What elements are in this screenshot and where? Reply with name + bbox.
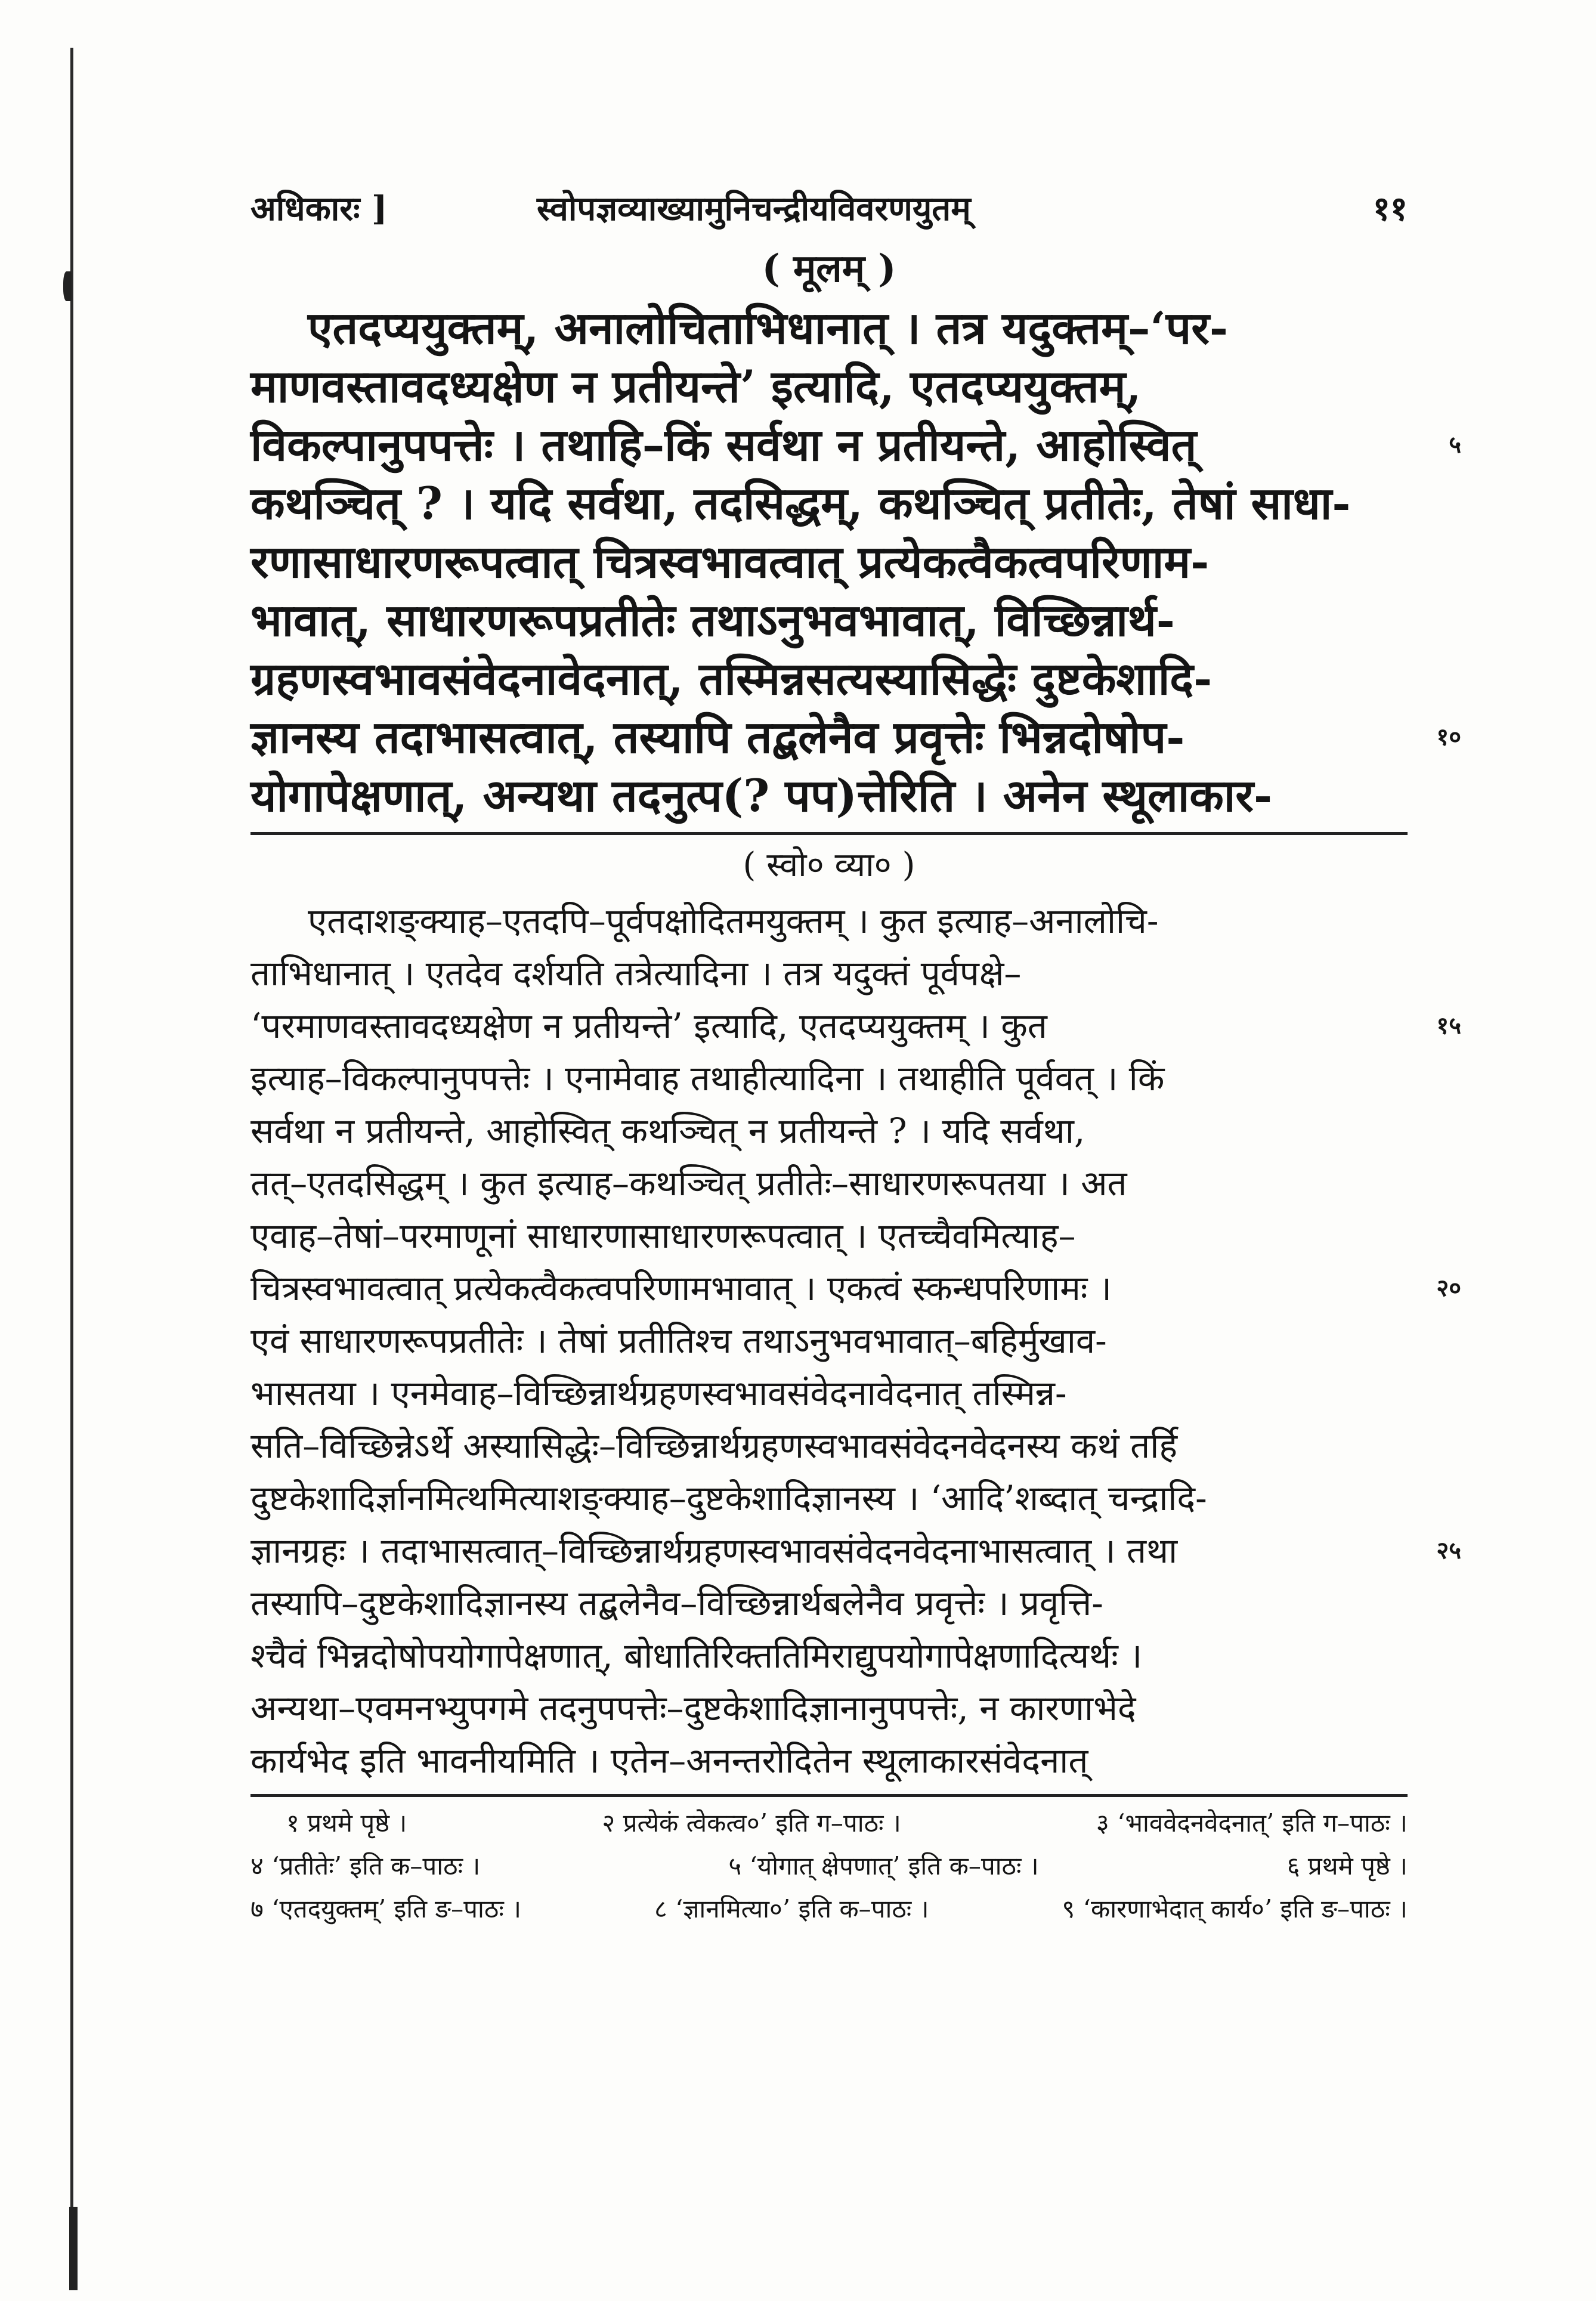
line-number: २० [1436, 1274, 1461, 1302]
footnote: ९ ‘कारणाभेदात् कार्य०’ इति ङ–पाठः । [1062, 1894, 1408, 1923]
vyakhya-line: ज्ञानग्रहः । तदाभासत्वात्–विच्छिन्नार्थग्रहणस्वभावसंवेदनवेदनाभासत्वात् । तथा २५ [250, 1524, 1408, 1577]
mula-line: ज्ञानस्य तदाभासत्वात्, तस्यापि तद्बलेनैव प्रवृत्तेः भिन्नदोषोप- १० [250, 708, 1408, 766]
mula-line: एतदप्ययुक्तम्, अनालोचिताभिधानात् । तत्र यदुक्तम्–‘पर- [308, 302, 1229, 354]
vyakhya-line: तत्–एतदसिद्धम् । कुत इत्याह–कथञ्चित् प्रतीतेः–साधारणरूपतया । अत [250, 1163, 1127, 1204]
binding-ink-mark-bottom [69, 2207, 78, 2290]
vyakhya-heading: ( स्वो० व्या० ) [743, 846, 915, 884]
running-head [250, 179, 1408, 233]
footnote: २ प्रत्येकं त्वेकत्व०’ इति ग–पाठः । [602, 1808, 901, 1838]
mula-line: भावात्, साधारणरूपप्रतीतेः तथाऽनुभवभावात्, विच्छिन्नार्थ- [250, 594, 1175, 647]
mula-line: ग्रहणस्वभावसंवेदनावेदनात्, तस्मिन्नसत्यस्यासिद्धेः दुष्टकेशादि- [250, 652, 1213, 705]
mula-line: माणवस्तावदध्यक्षेण न प्रतीयन्ते’ इत्यादि, एतदप्ययुक्तम्, [250, 360, 1142, 413]
footnote: ४ ‘प्रतीतेः’ इति क–पाठः । [250, 1851, 481, 1881]
vyakhya-line: एवं साधारणरूपप्रतीतेः । तेषां प्रतीतिश्च तथाऽनुभवभावात्–बहिर्मुखाव- [250, 1320, 1107, 1361]
footnote: ६ प्रथमे पृष्ठे । [1286, 1851, 1408, 1881]
mula-line: कथञ्चित् ? । यदि सर्वथा, तदसिद्धम्, कथञ्चित् प्रतीतेः, तेषां साधा- [250, 477, 1351, 530]
footnote: ८ ‘ज्ञानमित्या०’ इति क–पाठः । [654, 1894, 929, 1923]
vyakhya-line: कार्यभेद इति भावनीयमिति । एतेन–अनन्तरोदितेन स्थूलाकारसंवेदनात् [250, 1740, 1088, 1781]
mula-line: विकल्पानुपपत्तेः । तथाहि–किं सर्वथा न प्रतीयन्ते, आहोस्वित् ५ [250, 416, 1408, 474]
page-number: ११ [1372, 189, 1408, 228]
footnote: १ प्रथमे पृष्ठे । [286, 1808, 407, 1838]
vyakhya-line: एतदाशङ्क्याह–एतदपि–पूर्वपक्षोदितमयुक्तम् । कुत इत्याह–अनालोचि- [308, 901, 1159, 941]
mula-heading: ( मूलम् ) [762, 246, 896, 291]
mula-text [250, 299, 1461, 825]
book-title: स्वोपज्ञव्याख्यामुनिचन्द्रीयविवरणयुतम् [537, 189, 971, 228]
vyakhya-line: इत्याह–विकल्पानुपपत्तेः । एनामेवाह तथाहीत्यादिना । तथाहीति पूर्ववत् । किं [250, 1058, 1165, 1099]
line-number: २५ [1436, 1536, 1461, 1564]
line-number: १५ [1436, 1012, 1461, 1040]
footnote-row [250, 1802, 1408, 1845]
vyakhya-line: ताभिधानात् । एतदेव दर्शयति तत्रेत्यादिना । तत्र यदुक्तं पूर्वपक्षे– [250, 953, 1022, 994]
footnote: ३ ‘भाववेदनवेदनात्’ इति ग–पाठः । [1096, 1808, 1408, 1838]
vyakhya-line: दुष्टकेशादिर्ज्ञानमित्थमित्याशङ्क्याह–दुष्टकेशादिज्ञानस्य । ‘आदि’शब्दात् चन्द्रादि- [250, 1478, 1207, 1518]
vyakhya-line: चित्रस्वभावत्वात् प्रत्येकत्वैकत्वपरिणामभावात् । एकत्वं स्कन्धपरिणामः । २० [250, 1262, 1408, 1315]
section-divider [250, 832, 1408, 835]
vyakhya-line: एवाह–तेषां–परमाणूनां साधारणासाधारणरूपत्वात् । एतच्चैवमित्याह– [250, 1216, 1076, 1256]
footnote: ५ ‘योगात् क्षेपणात्’ इति क–पाठः । [728, 1851, 1039, 1881]
vyakhya-line: ‘परमाणवस्तावदध्यक्षेण न प्रतीयन्ते’ इत्यादि, एतदप्ययुक्तम् । कुत १५ [250, 1000, 1408, 1052]
mula-line: रणासाधारणरूपत्वात् चित्रस्वभावत्वात् प्रत्येकत्वैकत्वपरिणाम- [250, 536, 1210, 588]
chapter-label: अधिकारः ] [250, 189, 388, 228]
footnote-row [250, 1888, 1408, 1931]
vyakhya-line: सति–विच्छिन्नेऽर्थे अस्यासिद्धेः–विच्छिन्नार्थग्रहणस्वभावसंवेदनवेदनस्य कथं तर्हि [250, 1425, 1178, 1466]
vyakhya-line: श्चैवं भिन्नदोषोपयोगापेक्षणात्, बोधातिरिक्ततिमिराद्युपयोगापेक्षणादित्यर्थः । [250, 1635, 1143, 1676]
vyakhya-text [250, 895, 1461, 1787]
line-number: ५ [1449, 431, 1461, 459]
footnote-divider [250, 1794, 1408, 1797]
footnote-row [250, 1845, 1408, 1888]
footnote: ७ ‘एतदयुक्तम्’ इति ङ–पाठः । [250, 1894, 522, 1923]
mula-line: योगापेक्षणात्, अन्यथा तदनुत्प(? पप)त्तेरिति । अनेन स्थूलाकार- [250, 769, 1273, 822]
vyakhya-line: भासतया । एनमेवाह–विच्छिन्नार्थग्रहणस्वभावसंवेदनावेदनात् तस्मिन्न- [250, 1373, 1067, 1414]
vyakhya-line: तस्यापि–दुष्टकेशादिज्ञानस्य तद्बलेनैव–विच्छिन्नार्थबलेनैव प्रवृत्तेः । प्रवृत्ति- [250, 1583, 1103, 1623]
vyakhya-line: सर्वथा न प्रतीयन्ते, आहोस्वित् कथञ्चित् न प्रतीयन्ते ? । यदि सर्वथा, [250, 1111, 1085, 1151]
vyakhya-line: अन्यथा–एवमनभ्युपगमे तदनुपपत्तेः–दुष्टकेशादिज्ञानानुपपत्तेः, न कारणाभेदे [250, 1688, 1136, 1728]
document-page [250, 179, 1461, 1931]
footnotes [250, 1802, 1408, 1931]
binding-ink-mark [63, 271, 72, 301]
page-binding-edge [70, 48, 73, 2290]
line-number: १० [1436, 723, 1461, 751]
